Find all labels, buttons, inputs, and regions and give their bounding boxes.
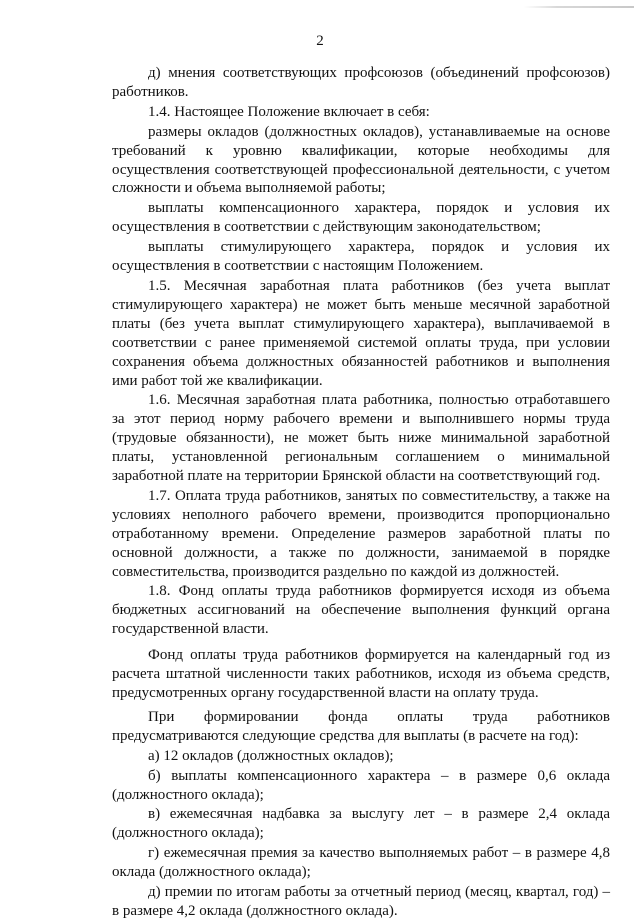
list-item-b: б) выплаты компенсационного характера – в размере 0,6 оклада (должностного оклада); (112, 767, 610, 803)
list-item-v: в) ежемесячная надбавка за выслугу лет – в размере 2,4 оклада (должностного оклада); (112, 806, 610, 842)
paragraph-1-5: 1.5. Месячная заработная плата работников (без учета выплат стимулирующего характера) не может быть меньше месячной заработной платы (без учета выплат стимулирующего характера), выплачиваемой в соответствии с ранее применяемой системой оплаты труда, при условии сохранения объема должностных обязанностей работников и выполнения ими работ той же квалификации. (112, 277, 610, 389)
paragraph-1-7: 1.7. Оплата труда работников, занятых по совместительству, а также на условиях неполного рабочего времени, производится пропорционально отработанному времени. Определение размеров заработной платы по основной должности, а также по должности, занимаемой в порядке совместительства, производится раздельно по каждой из должностей. (112, 487, 610, 580)
paragraph-wage-fund: Фонд оплаты труда работников формируется на календарный год из расчета штатной численности таких работников, исходя из объема средств, предусмотренных органу государственной власти на оплату труда. (112, 647, 610, 701)
list-item-g: г) ежемесячная премия за качество выполняемых работ – в размере 4,8 оклада (должностного оклада); (112, 845, 610, 881)
list-item-d: д) премии по итогам работы за отчетный период (месяц, квартал, год) – в размере 4,2 оклада (должностного оклада). (112, 884, 610, 919)
page-number: 2 (316, 33, 324, 49)
list-item-a: а) 12 окладов (должностных окладов); (148, 747, 394, 764)
document-body (112, 64, 610, 921)
paragraph-1-8: 1.8. Фонд оплаты труда работников формируется исходя из объема бюджетных ассигнований на обеспечение выполнения функций органа государственной власти. (112, 583, 610, 638)
paragraph-union-opinion: д) мнения соответствующих профсоюзов (объединений профсоюзов) работников. (112, 65, 610, 100)
paragraph-1-4: 1.4. Настоящее Положение включает в себя: (148, 103, 430, 120)
paragraph-1-6: 1.6. Месячная заработная плата работника, полностью отработавшего за этот период норму рабочего времени и выполнившего нормы труда (трудовые обязанности), не может быть ниже минимальной заработной платы, установленной региональным соглашением о минимальной заработной плате на территории Брянской области на соответствующий год. (112, 392, 610, 485)
paragraph-compensation: выплаты компенсационного характера, порядок и условия их осуществления в соответствии с действующим законодательством; (112, 200, 610, 236)
paragraph-salary-sizes: размеры окладов (должностных окладов), устанавливаемые на основе требований к уровню квалификации, которые необходимы для осуществления соответствующей профессиональной деятельности, с учетом сложности и объема выполняемой работы; (112, 123, 610, 197)
scan-artifact-line (524, 6, 634, 8)
paragraph-fund-formation: При формировании фонда оплаты труда работников предусматриваются следующие средства для выплаты (в расчете на год): (112, 708, 610, 744)
paragraph-incentive: выплаты стимулирующего характера, порядок и условия их осуществления в соответствии с настоящим Положением. (112, 239, 610, 275)
